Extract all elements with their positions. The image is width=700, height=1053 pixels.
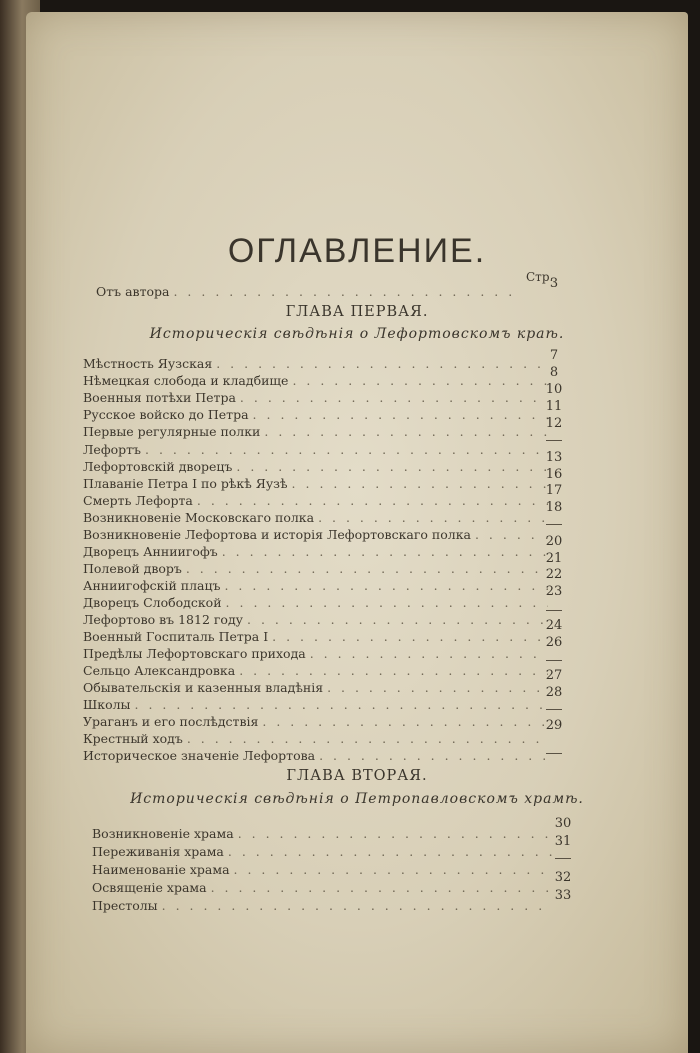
toc-entry <box>83 424 548 440</box>
entry-label: Полевой дворъ <box>83 561 182 576</box>
chapter-1-subtitle: Историческія свѣдѣнія о Лефортовскомъ краѣ. <box>149 326 565 342</box>
entry-label: Крестный ходъ <box>83 731 183 746</box>
page-dash <box>546 660 562 661</box>
toc-entry <box>83 493 548 509</box>
toc-entry <box>83 442 548 458</box>
preface-label: Отъ автора <box>96 284 170 299</box>
leader-dots <box>173 284 516 299</box>
toc-entry <box>83 459 548 475</box>
page-number: 16 <box>545 467 563 482</box>
toc-entry <box>83 356 548 372</box>
page-dash <box>546 753 562 754</box>
page-number: 23 <box>545 584 563 599</box>
entry-label: Историческое значеніе Лефортова <box>83 748 316 763</box>
entry-label: Освященіе храма <box>92 880 207 895</box>
entry-label: Лефортовскій дворецъ <box>83 459 233 474</box>
page-number: 7 <box>549 348 559 363</box>
entry-label: Лефортъ <box>83 442 142 457</box>
entry-label: Русское войско до Петра <box>83 407 249 422</box>
page-number: 22 <box>545 567 563 582</box>
leader-dots <box>135 697 549 712</box>
leader-dots <box>187 731 548 746</box>
toc-entry <box>83 476 548 492</box>
entry-label: Плаваніе Петра I по рѣкѣ Яузѣ <box>83 476 288 491</box>
page-column-label: Стр. <box>526 270 554 284</box>
toc-entry <box>83 544 548 560</box>
entry-label: Мѣстность Яузская <box>83 356 213 371</box>
entry-label: Предѣлы Лефортовскаго прихода <box>83 646 306 661</box>
leader-dots <box>234 862 552 877</box>
entry-label: Ураганъ и его послѣдствія <box>83 714 259 729</box>
leader-dots <box>211 880 552 895</box>
leader-dots <box>240 390 548 405</box>
entry-label: Переживанія храма <box>92 844 224 859</box>
toc-entry-preface <box>96 284 516 300</box>
chapter-2-heading: ГЛАВА ВТОРАЯ. <box>286 768 428 784</box>
page-number: 18 <box>545 500 563 515</box>
entry-label: Первые регулярные полки <box>83 424 261 439</box>
page-number: 20 <box>545 534 563 549</box>
page-dash <box>546 524 562 525</box>
leader-dots <box>162 898 552 913</box>
entry-label: Обывательскія и казенныя владѣнія <box>83 680 324 695</box>
toc-entry <box>83 510 548 526</box>
toc-entry <box>83 407 548 423</box>
leader-dots <box>327 680 548 695</box>
page-title: ОГЛАВЛЕНИЕ. <box>227 232 487 270</box>
page-dash <box>546 709 562 710</box>
entry-label: Дворецъ Слободской <box>83 595 222 610</box>
toc-entry <box>92 880 552 896</box>
toc-entry <box>83 697 548 713</box>
toc-entry <box>92 862 552 878</box>
leader-dots <box>239 663 548 678</box>
toc-entry <box>83 731 548 747</box>
page-number: 30 <box>554 816 572 831</box>
leader-dots <box>272 629 548 644</box>
leader-dots <box>224 578 548 593</box>
entry-label: Возникновеніе Лефортова и исторія Лефортовскаго полка <box>83 527 471 542</box>
page-number: 10 <box>545 382 563 397</box>
toc-entry <box>92 898 552 914</box>
entry-label: Престолы <box>92 898 158 913</box>
leader-dots <box>310 646 548 661</box>
page-number: 11 <box>545 399 563 414</box>
toc-entry <box>83 663 548 679</box>
leader-dots <box>292 476 548 491</box>
toc-entry <box>83 629 548 645</box>
toc-entry <box>83 578 548 594</box>
entry-label: Наименованіе храма <box>92 862 230 877</box>
page-dash <box>546 440 562 441</box>
page-number: 8 <box>549 365 559 380</box>
leader-dots <box>262 714 548 729</box>
page-number: 32 <box>554 870 572 885</box>
toc-entry <box>83 748 548 764</box>
toc-entry <box>83 714 548 730</box>
page-dash <box>555 858 571 859</box>
leader-dots <box>186 561 548 576</box>
entry-label: Нѣмецкая слобода и кладбище <box>83 373 289 388</box>
book-page <box>26 12 688 1053</box>
leader-dots <box>238 826 552 841</box>
leader-dots <box>228 844 552 859</box>
leader-dots <box>247 612 548 627</box>
entry-label: Возникновеніе храма <box>92 826 234 841</box>
toc-entry <box>92 826 552 842</box>
toc-entry <box>83 390 548 406</box>
preface-page: 3 <box>549 276 559 291</box>
leader-dots <box>216 356 548 371</box>
entry-label: Возникновеніе Московскаго полка <box>83 510 315 525</box>
chapter-1-heading: ГЛАВА ПЕРВАЯ. <box>285 304 429 320</box>
chapter-2-subtitle: Историческія свѣдѣнія о Петропавловскомъ храмѣ. <box>130 791 584 807</box>
entry-label: Анниигофскій плацъ <box>83 578 221 593</box>
page-number: 26 <box>545 635 563 650</box>
toc-entry <box>83 595 548 611</box>
toc-entry <box>83 561 548 577</box>
page-number: 29 <box>545 718 563 733</box>
page-number: 31 <box>554 834 572 849</box>
page-number: 12 <box>545 416 563 431</box>
toc-entry <box>83 373 548 389</box>
page-number: 17 <box>545 483 563 498</box>
leader-dots <box>475 527 548 542</box>
entry-label: Школы <box>83 697 131 712</box>
page-number: 13 <box>545 450 563 465</box>
entry-label: Лефортово въ 1812 году <box>83 612 243 627</box>
toc-entry <box>83 680 548 696</box>
leader-dots <box>318 510 548 525</box>
toc-entry <box>83 646 548 662</box>
leader-dots <box>197 493 548 508</box>
entry-label: Военныя потѣхи Петра <box>83 390 236 405</box>
leader-dots <box>253 407 548 422</box>
leader-dots <box>226 595 548 610</box>
page-number: 33 <box>554 888 572 903</box>
leader-dots <box>264 424 548 439</box>
leader-dots <box>292 373 548 388</box>
leader-dots <box>319 748 548 763</box>
leader-dots <box>222 544 548 559</box>
entry-label: Сельцо Александровка <box>83 663 236 678</box>
page-number: 28 <box>545 685 563 700</box>
page-dash <box>546 610 562 611</box>
leader-dots <box>145 442 548 457</box>
toc-entry <box>83 612 548 628</box>
entry-label: Дворецъ Анниигофъ <box>83 544 218 559</box>
toc-entry <box>92 844 552 860</box>
entry-label: Военный Госпиталь Петра I <box>83 629 269 644</box>
page-number: 24 <box>545 618 563 633</box>
entry-label: Смерть Лефорта <box>83 493 193 508</box>
page-number: 27 <box>545 668 563 683</box>
toc-entry <box>83 527 548 543</box>
page-number: 21 <box>545 551 563 566</box>
leader-dots <box>236 459 548 474</box>
